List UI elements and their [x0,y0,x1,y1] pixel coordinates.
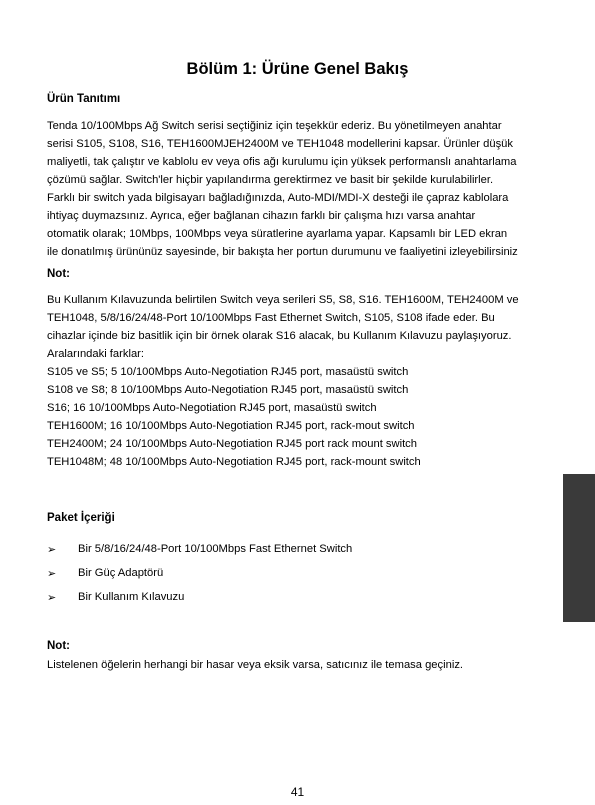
note-heading: Not: [47,640,70,652]
page-title: Bölüm 1: Ürüne Genel Bakış [186,60,409,78]
intro-line: serisi S105, S108, S16, TEH1600MJEH2400M ve TEH1048 modellerini kapsar. Ürünler düşük [47,138,513,150]
intro-line: Farklı bir switch yada bilgisayarı bağladığınızda, Auto-MDI/MDI-X desteği ile çapraz kablolara [47,192,509,204]
arrow-bullet-icon: ➢ [47,544,57,556]
note-line: Aralarındaki farklar: [47,348,144,360]
chapter-side-tab [563,474,595,622]
arrow-bullet-icon: ➢ [47,568,57,580]
note-line: TEH1048, 5/8/16/24/48-Port 10/100Mbps Fast Ethernet Switch, S105, S108 ifade eder. Bu [47,312,495,324]
list-item-text: Bir Güç Adaptörü [78,567,164,579]
model-spec-line: TEH1048M; 48 10/100Mbps Auto-Negotiation RJ45 port, rack-mount switch [47,456,421,468]
intro-line: ihtiyaç duymazsınız. Ayrıca, eğer bağlanan cihazın farklı bir çalışma hızı varsa anahtar [47,210,476,222]
note-text: Listelenen öğelerin herhangi bir hasar veya eksik varsa, satıcınız ile temasa geçiniz. [47,659,464,671]
intro-line: çözümü sağlar. Switch'ler hiçbir yapılandırma gerektirmez ve basit bir şekilde kurulabilirler. [47,174,494,186]
model-spec-line: TEH2400M; 24 10/100Mbps Auto-Negotiation RJ45 port rack mount switch [47,438,418,450]
note-heading: Not: [47,268,70,280]
arrow-bullet-icon: ➢ [47,592,57,604]
intro-line: Tenda 10/100Mbps Ağ Switch serisi seçtiğiniz için teşekkür ederiz. Bu yönetilmeyen anahtar [47,120,502,132]
list-item-text: Bir 5/8/16/24/48-Port 10/100Mbps Fast Ethernet Switch [78,543,353,555]
model-spec-line: S105 ve S5; 5 10/100Mbps Auto-Negotiation RJ45 port, masaüstü switch [47,366,409,378]
note-line: cihazlar içinde biz basitlik için bir örnek olarak S16 alacak, bu Kullanım Kılavuzu paylaşıyoruz. [47,330,512,342]
section-heading-product-intro: Ürün Tanıtımı [47,93,121,105]
model-spec-line: S108 ve S8; 8 10/100Mbps Auto-Negotiation RJ45 port, masaüstü switch [47,384,409,396]
intro-line: maliyetli, tak çalıştır ve kablolu ev veya ofis ağı kurulumu için yüksek performanslı anahtarlama [47,156,517,168]
section-heading-package-contents: Paket İçeriği [47,512,115,524]
list-item-text: Bir Kullanım Kılavuzu [78,591,185,603]
intro-line: otomatik olarak; 10Mbps, 100Mbps veya süratlerine ayarlama yapar. Kapsamlı bir LED ekran [47,228,508,240]
intro-line: ile donatılmış ürününüz sayesinde, bir bakışta her portun durumunu ve faaliyetini izleyebilirsiniz [47,246,518,258]
page-number: 41 [290,785,305,799]
model-spec-line: TEH1600M; 16 10/100Mbps Auto-Negotiation RJ45 port, rack-mout switch [47,420,415,432]
note-line: Bu Kullanım Kılavuzunda belirtilen Switch veya serileri S5, S8, S16. TEH1600M, TEH2400M ve [47,294,519,306]
model-spec-line: S16; 16 10/100Mbps Auto-Negotiation RJ45 port, masaüstü switch [47,402,377,414]
